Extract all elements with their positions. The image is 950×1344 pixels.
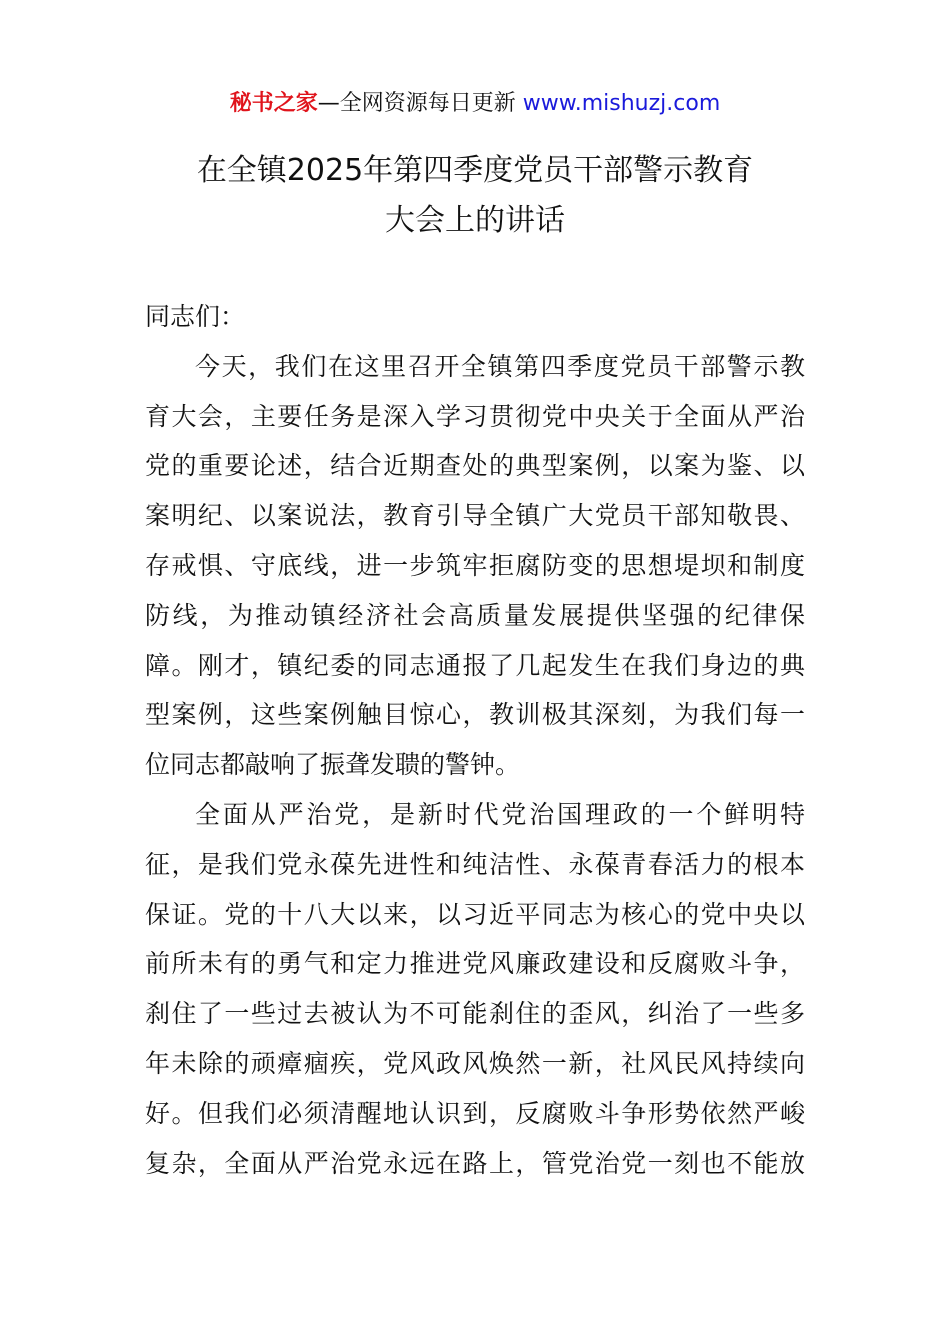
paragraph-line: 型案例，这些案例触目惊心，教训极其深刻，为我们每一	[145, 700, 805, 730]
paragraph-line: 征，是我们党永葆先进性和纯洁性、永葆青春活力的根本	[145, 849, 805, 879]
paragraph-line: 案明纪、以案说法，教育引导全镇广大党员干部知敬畏、	[145, 501, 805, 531]
paragraph-line: 年未除的顽瘴痼疾，党风政风焕然一新，社风民风持续向	[145, 1048, 805, 1078]
title-line-2: 大会上的讲话	[385, 203, 565, 238]
title-line-1: 在全镇2025年第四季度党员干部警示教育	[196, 153, 754, 188]
site-banner	[0, 88, 950, 120]
paragraph-line: 今天，我们在这里召开全镇第四季度党员干部警示教	[195, 351, 805, 381]
salutation: 同志们：	[145, 302, 246, 331]
paragraph-line: 复杂，全面从严治党永远在路上，管党治党一刻也不能放	[145, 1148, 805, 1178]
paragraph	[145, 790, 805, 1188]
paragraph-line: 障。刚才，镇纪委的同志通报了几起发生在我们身边的典	[145, 650, 805, 680]
brand-name: 秘书之家	[229, 91, 318, 116]
paragraph-line: 防线，为推动镇经济社会高质量发展提供坚强的纪律保	[145, 600, 805, 630]
paragraph-line: 全面从严治党，是新时代党治国理政的一个鲜明特	[195, 799, 805, 829]
paragraph-line: 好。但我们必须清醒地认识到，反腐败斗争形势依然严峻	[145, 1098, 805, 1128]
paragraph-line: 保证。党的十八大以来，以习近平同志为核心的党中央以	[145, 899, 805, 929]
paragraph-line: 前所未有的勇气和定力推进党风廉政建设和反腐败斗争，	[145, 949, 805, 979]
paragraph-line: 刹住了一些过去被认为不可能刹住的歪风，纠治了一些多	[145, 999, 805, 1029]
document-title	[0, 146, 950, 246]
banner-slogan: —全网资源每日更新	[317, 91, 523, 116]
document-body	[145, 292, 805, 1188]
paragraph	[145, 342, 805, 790]
site-url-link[interactable]: www.mishuzj.com	[522, 91, 721, 116]
paragraph-line: 育大会，主要任务是深入学习贯彻党中央关于全面从严治	[145, 401, 805, 431]
paragraph-line: 党的重要论述，结合近期查处的典型案例，以案为鉴、以	[145, 451, 805, 481]
paragraph-line: 位同志都敲响了振聋发聩的警钟。	[145, 750, 521, 780]
paragraph-line: 存戒惧、守底线，进一步筑牢拒腐防变的思想堤坝和制度	[145, 550, 805, 580]
